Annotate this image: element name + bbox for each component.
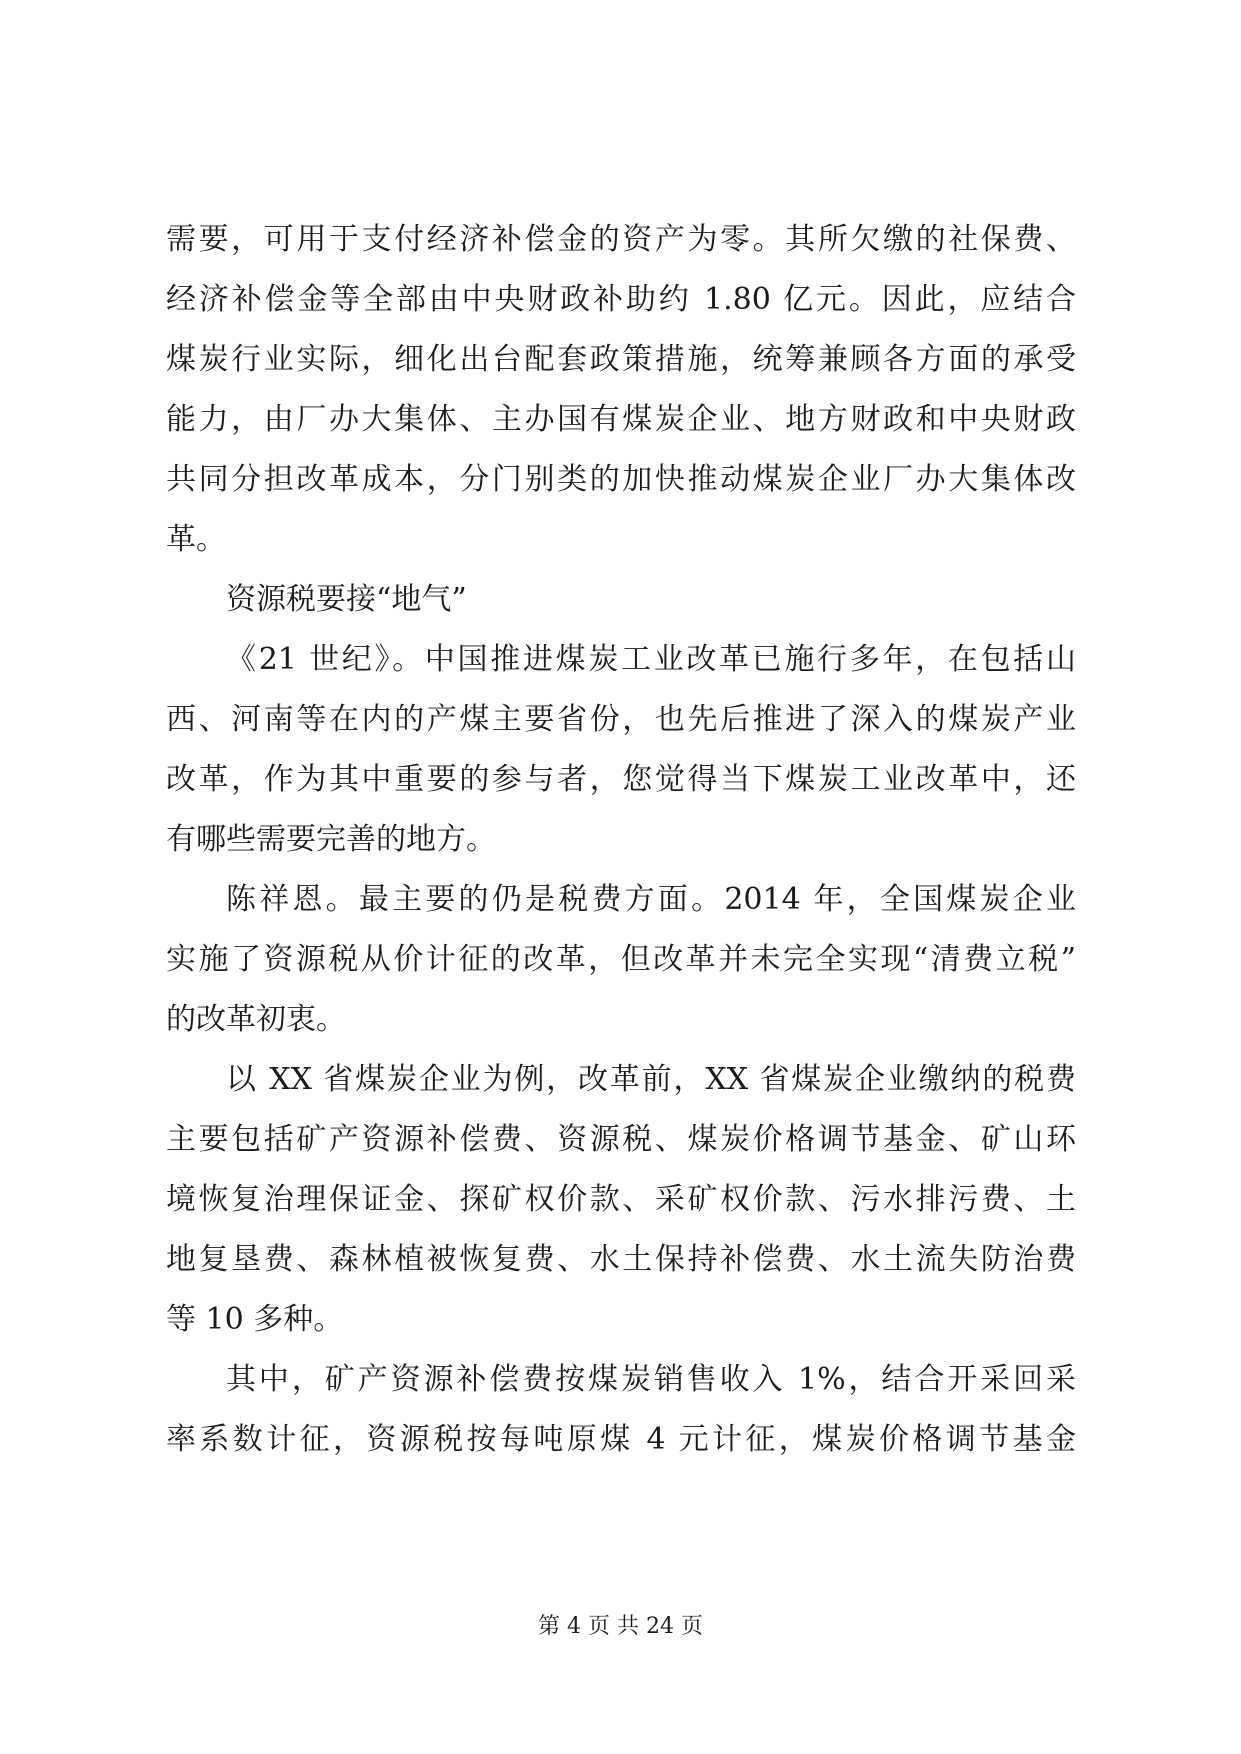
paragraph-line: 革。 [166, 522, 226, 557]
paragraph-line: 需要，可用于支付经济补偿金的资产为零。其所欠缴的社保费、 [166, 222, 1076, 257]
paragraph-line: 其中，矿产资源补偿费按煤炭销售收入 1%，结合开采回采 [226, 1362, 1076, 1397]
paragraph-line: 的改革初衷。 [166, 1002, 346, 1037]
paragraph-line: 西、河南等在内的产煤主要省份，也先后推进了深入的煤炭产业 [166, 702, 1076, 737]
paragraph-line: 以 XX 省煤炭企业为例，改革前，XX 省煤炭企业缴纳的税费 [226, 1062, 1076, 1097]
section-heading: 资源税要接“地气” [226, 582, 467, 617]
paragraph-line: 有哪些需要完善的地方。 [166, 822, 496, 857]
paragraph-line: 主要包括矿产资源补偿费、资源税、煤炭价格调节基金、矿山环 [166, 1122, 1076, 1157]
paragraph-line: 陈祥恩。最主要的仍是税费方面。2014 年，全国煤炭企业 [226, 882, 1076, 917]
page-number-footer: 第 4 页 共 24 页 [538, 1614, 703, 1639]
paragraph-line: 经济补偿金等全部由中央财政补助约 1.80 亿元。因此，应结合 [166, 282, 1076, 317]
paragraph-line: 煤炭行业实际，细化出台配套政策措施，统筹兼顾各方面的承受 [166, 342, 1076, 377]
body-text [166, 210, 1076, 1470]
paragraph-line: 率系数计征，资源税按每吨原煤 4 元计征，煤炭价格调节基金 [166, 1422, 1076, 1457]
paragraph-line: 境恢复治理保证金、探矿权价款、采矿权价款、污水排污费、土 [166, 1182, 1076, 1217]
paragraph-line: 实施了资源税从价计征的改革，但改革并未完全实现“清费立税” [166, 942, 1076, 977]
paragraph-line: 等 10 多种。 [166, 1302, 344, 1337]
paragraph-line: 地复垦费、森林植被恢复费、水土保持补偿费、水土流失防治费 [166, 1242, 1076, 1277]
paragraph-line: 改革，作为其中重要的参与者，您觉得当下煤炭工业改革中，还 [166, 762, 1076, 797]
paragraph-line: 《21 世纪》。中国推进煤炭工业改革已施行多年，在包括山 [226, 642, 1076, 677]
paragraph-line: 共同分担改革成本，分门别类的加快推动煤炭企业厂办大集体改 [166, 462, 1076, 497]
paragraph-line: 能力，由厂办大集体、主办国有煤炭企业、地方财政和中央财政 [166, 402, 1076, 437]
